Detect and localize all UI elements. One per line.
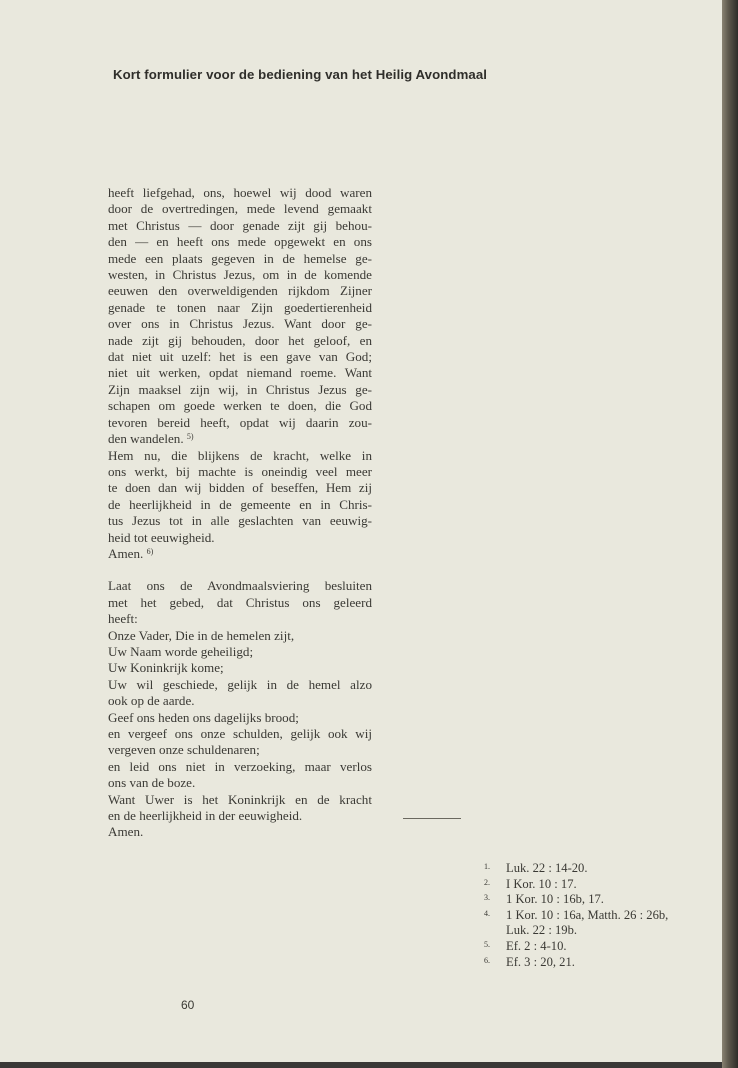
text-line: heeft liefgehad, ons, hoewel wij dood waren: [108, 185, 372, 200]
text-line: met het gebed, dat Christus ons geleerd: [108, 594, 372, 610]
text-line: dat niet uit uzelf: het is een gave van God;: [108, 349, 372, 365]
paragraph: [108, 185, 372, 448]
text-line: Uw Naam worde geheiligd;: [108, 643, 254, 659]
text-line: de heerlijkheid in de gemeente en in Chris-: [108, 496, 372, 512]
text-line: ons van de boze.: [108, 775, 196, 791]
text-line: tus Jezus tot in alle geslachten van eeuwig-: [108, 513, 372, 529]
footnotes-list: [484, 861, 714, 970]
text-line: vergeven onze schuldenaren;: [108, 742, 260, 758]
text-line: en vergeef ons onze schulden, gelijk ook wij: [108, 726, 372, 741]
paragraph: [108, 578, 372, 627]
text-line: mede een plaats gegeven in de hemelse ge-: [108, 250, 372, 266]
footnote-text: 1 Kor. 10 : 16b, 17.: [506, 892, 604, 907]
paragraph: [108, 644, 372, 660]
footnote-separator: [403, 818, 461, 819]
footnote-item: [484, 908, 714, 939]
footnote-number: 5.: [484, 939, 490, 949]
text-line: Laat ons de Avondmaalsviering besluiten: [108, 578, 372, 594]
text-line: eeuwen den overweldigenden rijkdom Zijner: [108, 283, 372, 299]
footnote-number: 3.: [484, 893, 490, 903]
footnote-text: I Kor. 10 : 17.: [506, 876, 577, 891]
footnote-number: 1.: [484, 862, 490, 871]
footnote-text: Luk. 22 : 19b.: [506, 923, 578, 938]
text-line: over ons in Christus Jezus. Want door ge-: [108, 316, 372, 332]
text-line: schapen om goede werken te doen, die God: [108, 398, 372, 414]
text-line: [108, 431, 372, 447]
text-line: heeft:: [108, 611, 138, 627]
running-head: Kort formulier voor de bediening van het Heilig Avondmaal: [113, 67, 488, 82]
footnote-item: [484, 939, 714, 955]
paragraph: [108, 677, 372, 710]
footnote-item: [484, 955, 714, 971]
footnote-reference-number: 6: [146, 546, 151, 556]
text-line: Uw wil geschiede, gelijk in de hemel alzo: [108, 676, 372, 692]
footnote-text: 1 Kor. 10 : 16a, Matth. 26 : 26b,: [506, 907, 669, 922]
footnote-text: Ef. 3 : 20, 21.: [506, 954, 575, 969]
footnote-number: 6.: [484, 955, 490, 965]
text-line: Want Uwer is het Koninkrijk en de kracht: [108, 791, 372, 807]
text-line-content: den wandelen.: [108, 431, 184, 447]
paragraph: [108, 824, 372, 840]
text-line: nade zijt gij behouden, door het geloof, en: [108, 332, 372, 348]
text-line: Zijn maaksel zijn wij, in Christus Jezus ge-: [108, 381, 372, 397]
text-line: westen, in Christus Jezus, om in de komende: [108, 267, 372, 283]
paragraph: [108, 448, 372, 546]
text-line: door de overtredingen, mede levend gemaakt: [108, 201, 372, 217]
footnote-reference-number: 5: [186, 432, 191, 442]
footnote-number: 2.: [484, 877, 490, 887]
footnote-item: [484, 861, 714, 877]
text-line: en leid ons niet in verzoeking, maar verlos: [108, 758, 372, 774]
paragraph: [108, 792, 372, 825]
footnote-text: Ef. 2 : 4-10.: [506, 938, 567, 953]
book-spine-edge: [722, 0, 738, 1068]
page-number: 60: [181, 998, 195, 1012]
paragraph: [108, 628, 372, 644]
footnote-number: 4.: [484, 908, 490, 918]
text-line: met Christus — door genade zijt gij behou-: [108, 217, 372, 233]
text-line: den — en heeft ons mede opgewekt en ons: [108, 234, 372, 250]
paragraph: [108, 759, 372, 792]
text-line: heid tot eeuwigheid.: [108, 529, 215, 545]
paragraph: [108, 726, 372, 759]
text-line: te doen dan wij bidden of beseffen, Hem zij: [108, 480, 372, 496]
footnote-reference: 5): [186, 432, 194, 442]
footnote-text: Luk. 22 : 14-20.: [506, 861, 588, 875]
footnote-item: [484, 877, 714, 893]
text-line: [108, 546, 372, 562]
text-line: niet uit werken, opdat niemand roeme. Want: [108, 365, 372, 381]
paragraph: [108, 660, 372, 676]
text-line: ook op de aarde.: [108, 693, 195, 709]
text-line: ons werkt, bij machte is oneindig veel meer: [108, 463, 372, 479]
text-line: Uw Koninkrijk kome;: [108, 660, 224, 676]
paragraph: [108, 546, 372, 562]
text-line: en de heerlijkheid in der eeuwigheid.: [108, 808, 303, 824]
text-line: Onze Vader, Die in de hemelen zijt,: [108, 627, 295, 643]
footnote-reference: 6): [146, 546, 154, 556]
paragraph: [108, 710, 372, 726]
text-line: tevoren bereid heeft, opdat wij daarin zou-: [108, 414, 372, 430]
text-line: genade te tonen naar Zijn goedertierenheid: [108, 299, 372, 315]
text-line: Amen.: [108, 824, 144, 840]
text-line: Hem nu, die blijkens de kracht, welke in: [108, 447, 372, 463]
body-text: [108, 185, 372, 841]
text-line-content: Amen.: [108, 545, 144, 561]
footnote-item: [484, 892, 714, 908]
text-line: Geef ons heden ons dagelijks brood;: [108, 709, 299, 725]
paragraph-gap: [108, 562, 372, 578]
